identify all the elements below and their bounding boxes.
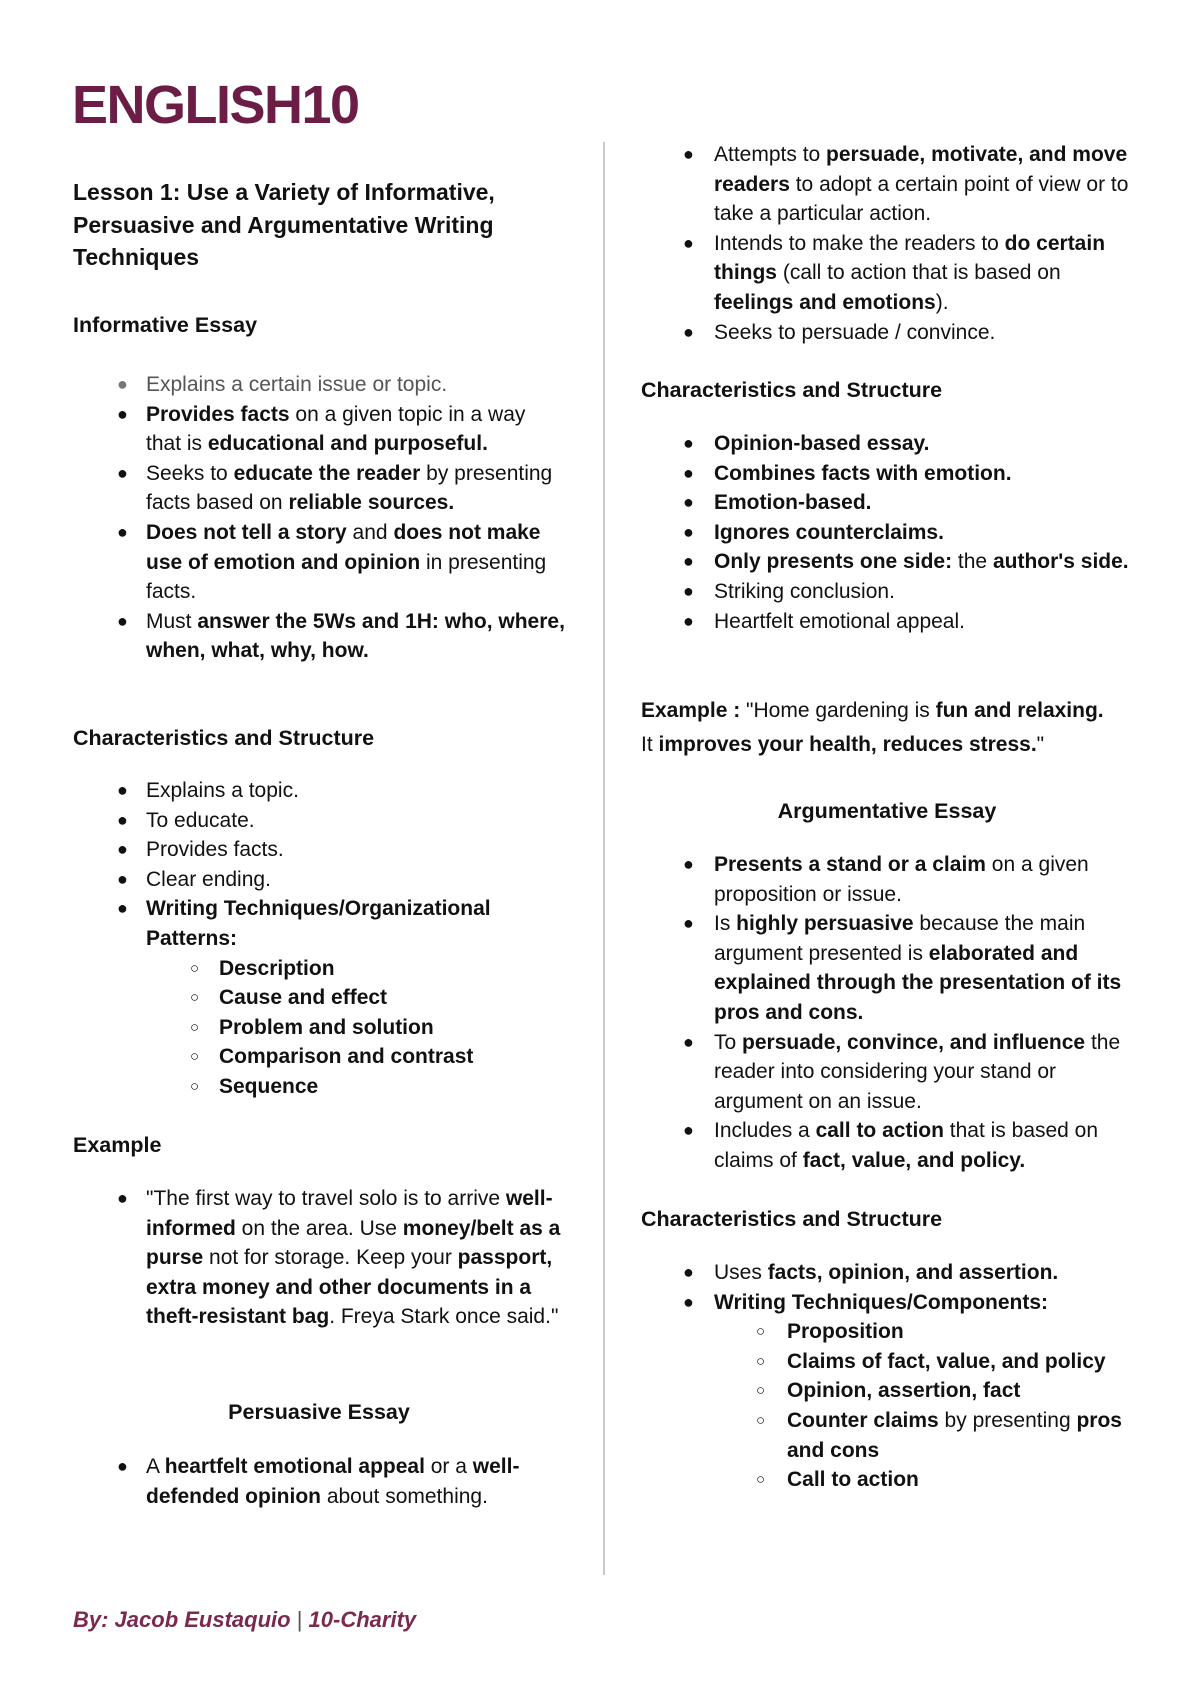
text-run: about something. bbox=[320, 1484, 488, 1508]
text-run: reliable sources. bbox=[288, 491, 455, 515]
text-run: educate the reader bbox=[233, 461, 421, 485]
hollow-bullet-icon: ○ bbox=[190, 1018, 200, 1036]
list-item bbox=[117, 370, 566, 400]
text-run: because the main argument presented is bbox=[714, 912, 1086, 965]
text-run: persuade, motivate, and move readers bbox=[714, 143, 1128, 196]
informative-characteristics-heading: Characteristics and Structure bbox=[73, 726, 375, 750]
text-run: on a given proposition or issue. bbox=[714, 853, 1089, 906]
hollow-bullet-icon: ○ bbox=[190, 989, 200, 1007]
footer-author: By: Jacob Eustaquio bbox=[73, 1607, 291, 1632]
text-run: author's side. bbox=[992, 550, 1129, 574]
text-run: pros and cons bbox=[787, 1408, 1122, 1462]
text-run: to adopt a certain point of view or to take a particular action. bbox=[714, 172, 1129, 226]
sub-list-item bbox=[683, 1376, 1127, 1406]
text-run: and bbox=[346, 520, 394, 544]
text-run: fact, value, and policy. bbox=[802, 1148, 1026, 1172]
text-run: Must bbox=[146, 609, 198, 633]
informative-example-heading: Example bbox=[73, 1133, 162, 1157]
bullet-icon: ● bbox=[117, 462, 128, 483]
pattern-label: Description bbox=[219, 956, 335, 980]
bullet-icon: ● bbox=[683, 462, 694, 483]
hollow-bullet-icon: ○ bbox=[756, 1382, 766, 1400]
bullet-icon: ● bbox=[117, 839, 128, 860]
text-run: It bbox=[641, 733, 659, 756]
text-run: ). bbox=[935, 290, 949, 314]
text-run: "The first way to travel solo is to arrive bbox=[146, 1187, 506, 1210]
persuasive-bullets-start bbox=[117, 1452, 566, 1511]
page-title: ENGLISH10 bbox=[72, 75, 359, 135]
bullet-icon: ● bbox=[117, 780, 128, 800]
text-run: feelings and emotions bbox=[714, 290, 936, 314]
bullet-icon: ● bbox=[683, 854, 694, 874]
text-run: (call to action that is based on bbox=[777, 261, 1061, 285]
text-run: Only presents one side: bbox=[714, 550, 953, 574]
informative-characteristics-list bbox=[117, 776, 566, 1102]
text-run: money/belt as a purse bbox=[146, 1216, 561, 1270]
text-run: Explains a topic. bbox=[146, 779, 299, 802]
text-run: Seeks to persuade / convince. bbox=[714, 320, 996, 344]
list-item bbox=[683, 909, 1139, 1027]
sub-list-item bbox=[683, 1406, 1127, 1465]
bullet-icon: ● bbox=[683, 144, 694, 164]
text-run: the bbox=[952, 550, 993, 574]
informative-bullets bbox=[117, 370, 566, 666]
text-run: Provides facts. bbox=[146, 838, 284, 862]
footer-separator: | bbox=[290, 1607, 309, 1632]
argumentative-essay-heading: Argumentative Essay bbox=[777, 799, 997, 823]
bullet-icon: ● bbox=[683, 1262, 694, 1282]
hollow-bullet-icon: ○ bbox=[190, 959, 200, 977]
list-item bbox=[117, 894, 566, 953]
text-run: A bbox=[146, 1455, 165, 1478]
text-run: Combines facts with emotion. bbox=[714, 461, 1012, 485]
list-item bbox=[683, 577, 1139, 607]
text-run: improves your health, reduces stress. bbox=[658, 733, 1037, 756]
list-item bbox=[117, 518, 566, 607]
bullet-icon: ● bbox=[683, 1120, 694, 1141]
pattern-label: Problem and solution bbox=[219, 1015, 434, 1039]
text-run: Opinion, assertion, fact bbox=[787, 1379, 1021, 1403]
bullet-icon: ● bbox=[683, 521, 694, 542]
bullet-icon: ● bbox=[683, 580, 694, 601]
text-run: Includes a bbox=[714, 1119, 816, 1143]
text-run: Is bbox=[714, 912, 737, 936]
list-item bbox=[683, 429, 1139, 459]
pattern-label: Comparison and contrast bbox=[219, 1045, 474, 1069]
sub-list-item bbox=[117, 1042, 559, 1072]
bullet-icon: ● bbox=[683, 1291, 694, 1312]
text-run: on a given topic in a way that is bbox=[146, 402, 526, 456]
bullet-icon: ● bbox=[683, 321, 694, 342]
text-run: Provides facts bbox=[146, 402, 290, 426]
list-item bbox=[117, 607, 566, 666]
text-run: Claims of fact, value, and policy bbox=[787, 1349, 1106, 1373]
text-run: Example : bbox=[641, 699, 741, 722]
sub-list-item bbox=[683, 1347, 1127, 1377]
text-run: Writing Techniques/Organizational Patterns: bbox=[146, 897, 491, 950]
text-run: Heartfelt emotional appeal. bbox=[714, 609, 965, 633]
text-run: Does not tell a story bbox=[146, 520, 347, 544]
lesson-title: Lesson 1: Use a Variety of Informative, Persuasive and Argumentative Writing Techniques bbox=[73, 179, 495, 271]
bullet-icon: ● bbox=[117, 809, 128, 830]
bullet-icon: ● bbox=[683, 551, 694, 572]
argumentative-characteristics-list bbox=[683, 1258, 1139, 1495]
list-item bbox=[683, 547, 1139, 577]
list-item bbox=[683, 1258, 1139, 1288]
bullet-icon: ● bbox=[117, 610, 128, 631]
bullet-icon: ● bbox=[117, 521, 128, 542]
text-run: To bbox=[714, 1030, 743, 1054]
text-run: Attempts to bbox=[714, 143, 827, 166]
bullet-icon: ● bbox=[683, 610, 694, 631]
list-item bbox=[683, 229, 1139, 318]
hollow-bullet-icon: ○ bbox=[756, 1323, 766, 1341]
list-item bbox=[683, 459, 1139, 489]
footer-section: 10-Charity bbox=[308, 1607, 417, 1632]
text-run: facts, opinion, and assertion. bbox=[767, 1261, 1059, 1284]
list-item bbox=[683, 518, 1139, 548]
list-item bbox=[117, 835, 566, 865]
text-run: call to action bbox=[815, 1119, 944, 1143]
pattern-label: Sequence bbox=[219, 1074, 319, 1098]
bullet-icon: ● bbox=[117, 898, 128, 919]
text-run: Explains a certain issue or topic. bbox=[146, 373, 448, 396]
persuasive-example bbox=[641, 694, 1121, 762]
bullet-icon: ● bbox=[117, 374, 128, 394]
text-run: do certain things bbox=[714, 231, 1106, 285]
persuasive-characteristics-list bbox=[683, 429, 1139, 636]
argumentative-bullets bbox=[683, 850, 1139, 1176]
informative-example-list bbox=[117, 1184, 566, 1332]
text-run: To educate. bbox=[146, 808, 255, 832]
text-run: " bbox=[1036, 733, 1045, 756]
bullet-icon: ● bbox=[683, 433, 694, 453]
pattern-label: Cause and effect bbox=[219, 986, 388, 1010]
list-item bbox=[683, 850, 1139, 909]
bullet-icon: ● bbox=[117, 1456, 128, 1476]
text-run: not for storage. Keep your bbox=[203, 1246, 458, 1270]
text-run: . Freya Stark once said." bbox=[329, 1305, 559, 1329]
text-run: Seeks to bbox=[146, 461, 234, 485]
text-run: Clear ending. bbox=[146, 867, 271, 891]
text-run: well-informed bbox=[146, 1187, 553, 1240]
list-item bbox=[683, 1116, 1139, 1175]
sub-list-item bbox=[117, 1072, 559, 1102]
text-run: persuade, convince, and influence bbox=[742, 1030, 1086, 1054]
text-run: well-defended opinion bbox=[146, 1455, 520, 1508]
text-run: Striking conclusion. bbox=[714, 579, 895, 603]
text-run: on the area. Use bbox=[235, 1216, 403, 1240]
text-run: Intends to make the readers to bbox=[714, 231, 1005, 255]
list-item bbox=[117, 865, 566, 895]
text-run: highly persuasive bbox=[736, 912, 914, 936]
persuasive-essay-heading: Persuasive Essay bbox=[228, 1400, 410, 1424]
list-item bbox=[117, 776, 566, 806]
hollow-bullet-icon: ○ bbox=[190, 1077, 200, 1095]
bullet-icon: ● bbox=[117, 1188, 128, 1208]
sub-list-item bbox=[683, 1317, 1127, 1347]
persuasive-bullets-continued bbox=[683, 140, 1139, 347]
text-run: Presents a stand or a claim bbox=[714, 853, 986, 876]
text-run: educational and purposeful. bbox=[207, 432, 488, 456]
text-run: by presenting facts based on bbox=[146, 461, 553, 515]
text-run: Opinion-based essay. bbox=[714, 432, 930, 455]
informative-essay-heading: Informative Essay bbox=[73, 313, 258, 337]
bullet-icon: ● bbox=[117, 868, 128, 889]
list-item bbox=[117, 1452, 566, 1511]
argumentative-characteristics-heading: Characteristics and Structure bbox=[641, 1207, 943, 1231]
list-item bbox=[683, 1288, 1139, 1318]
bullet-icon: ● bbox=[683, 1031, 694, 1052]
text-run: heartfelt emotional appeal bbox=[164, 1455, 425, 1478]
list-item bbox=[683, 318, 1139, 348]
column-divider bbox=[603, 142, 605, 1575]
text-run: "Home gardening is bbox=[740, 699, 936, 722]
text-run: Uses bbox=[714, 1261, 768, 1284]
text-run: does not make use of emotion and opinion bbox=[146, 520, 541, 574]
list-item bbox=[117, 1184, 566, 1332]
text-run: in presenting facts. bbox=[146, 550, 547, 604]
bullet-icon: ● bbox=[683, 492, 694, 513]
persuasive-characteristics-heading: Characteristics and Structure bbox=[641, 378, 943, 402]
list-item bbox=[683, 607, 1139, 637]
sub-list-item bbox=[683, 1465, 1127, 1495]
text-run: Call to action bbox=[787, 1468, 919, 1492]
bullet-icon: ● bbox=[683, 232, 694, 253]
hollow-bullet-icon: ○ bbox=[190, 1048, 200, 1066]
list-item bbox=[117, 400, 566, 459]
hollow-bullet-icon: ○ bbox=[756, 1471, 766, 1489]
list-item bbox=[683, 140, 1139, 229]
sub-list-item bbox=[117, 983, 559, 1013]
text-run: that is based on claims of bbox=[714, 1119, 1099, 1172]
text-run: Writing Techniques/Components: bbox=[714, 1290, 1049, 1314]
sub-list-item bbox=[117, 1013, 559, 1043]
text-run: elaborated and explained through the presentation of its pros and cons. bbox=[714, 941, 1122, 1024]
text-run: fun and relaxing. bbox=[935, 699, 1104, 722]
text-run: by presenting bbox=[938, 1408, 1077, 1432]
text-run: or a bbox=[424, 1455, 473, 1478]
list-item bbox=[117, 806, 566, 836]
text-run: Ignores counterclaims. bbox=[714, 520, 944, 544]
bullet-icon: ● bbox=[683, 913, 694, 934]
text-run: passport, extra money and other documents in a theft-resistant bag bbox=[146, 1246, 553, 1329]
bullet-icon: ● bbox=[117, 403, 128, 424]
hollow-bullet-icon: ○ bbox=[756, 1411, 766, 1429]
sub-list-item bbox=[117, 954, 559, 984]
list-item bbox=[683, 1028, 1139, 1117]
text-run: Emotion-based. bbox=[714, 491, 872, 515]
text-run: Counter claims bbox=[787, 1408, 939, 1432]
text-run: the reader into considering your stand or argument on an issue. bbox=[714, 1030, 1121, 1113]
footer-byline bbox=[73, 1607, 416, 1633]
text-run: Proposition bbox=[787, 1320, 904, 1344]
text-run: answer the 5Ws and 1H: who, where, when, what, why, how. bbox=[146, 609, 565, 663]
hollow-bullet-icon: ○ bbox=[756, 1352, 766, 1370]
list-item bbox=[117, 459, 566, 518]
list-item bbox=[683, 488, 1139, 518]
